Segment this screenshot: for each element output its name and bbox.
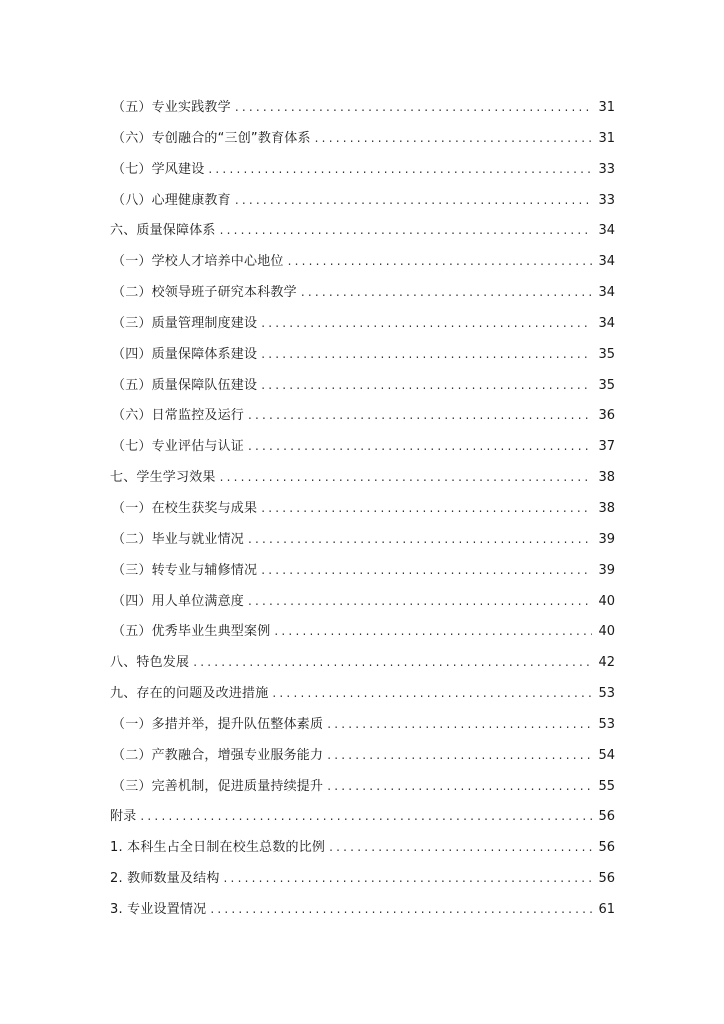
toc-entry-title: 1. 本科生占全日制在校生总数的比例	[110, 840, 326, 856]
toc-entry-page-number: 42	[598, 655, 615, 671]
toc-entry-title: 七、学生学习效果	[110, 470, 216, 486]
toc-entry[interactable]	[110, 185, 615, 216]
toc-entry-title: （三）转专业与辅修情况	[112, 562, 258, 578]
toc-entry-title: （七）专业评估与认证	[112, 439, 245, 455]
toc-entry[interactable]	[110, 462, 615, 493]
toc-leader-dots	[220, 215, 593, 246]
toc-leader-dots	[261, 493, 592, 524]
toc-entry-title: （三）质量管理制度建设	[112, 315, 258, 331]
toc-entry-title: （三）完善机制，促进质量持续提升	[112, 778, 324, 794]
toc-entry-page-number: 40	[598, 624, 615, 640]
toc-leader-dots	[193, 647, 592, 678]
toc-entry-page-number: 56	[598, 809, 615, 825]
toc-entry[interactable]	[110, 801, 615, 832]
toc-entry-page-number: 53	[598, 716, 615, 732]
toc-entry[interactable]	[110, 863, 615, 894]
toc-entry[interactable]	[110, 123, 615, 154]
toc-entry-page-number: 55	[598, 778, 615, 794]
toc-leader-dots	[301, 277, 593, 308]
toc-entry[interactable]	[110, 740, 615, 771]
toc-leader-dots	[220, 462, 593, 493]
toc-leader-dots	[248, 586, 592, 617]
toc-entry-title: 八、特色发展	[110, 655, 190, 671]
toc-entry-title: （二）产教融合，增强专业服务能力	[112, 747, 324, 763]
toc-entry-page-number: 34	[598, 285, 615, 301]
toc-entry-page-number: 33	[598, 192, 615, 208]
toc-leader-dots	[235, 185, 593, 216]
toc-leader-dots	[329, 832, 592, 863]
toc-entry[interactable]	[110, 215, 615, 246]
toc-leader-dots	[235, 92, 593, 123]
toc-leader-dots	[288, 246, 593, 277]
toc-entry[interactable]	[110, 771, 615, 802]
toc-entry-page-number: 33	[598, 161, 615, 177]
toc-entry[interactable]	[110, 647, 615, 678]
table-of-contents	[110, 92, 615, 925]
toc-entry[interactable]	[110, 92, 615, 123]
toc-entry-title: （五）专业实践教学	[112, 100, 231, 115]
toc-entry-title: （一）学校人才培养中心地位	[112, 254, 284, 270]
toc-leader-dots	[224, 863, 593, 894]
toc-entry[interactable]	[110, 709, 615, 740]
toc-entry-page-number: 38	[598, 470, 615, 486]
toc-entry-title: 3. 专业设置情况	[110, 901, 207, 917]
toc-entry-page-number: 36	[598, 408, 615, 424]
toc-entry[interactable]	[110, 339, 615, 370]
toc-entry[interactable]	[110, 370, 615, 401]
toc-leader-dots	[248, 400, 592, 431]
toc-entry-page-number: 39	[598, 531, 615, 547]
toc-entry-title: （四）用人单位满意度	[112, 593, 245, 609]
toc-entry[interactable]	[110, 493, 615, 524]
toc-entry-page-number: 56	[598, 840, 615, 856]
toc-entry[interactable]	[110, 555, 615, 586]
toc-entry-page-number: 61	[598, 901, 615, 917]
toc-entry-title: （二）校领导班子研究本科教学	[112, 285, 297, 301]
toc-entry-page-number: 35	[598, 377, 615, 393]
toc-entry-title: （一）在校生获奖与成果	[112, 500, 258, 516]
toc-leader-dots	[261, 339, 592, 370]
toc-leader-dots	[140, 801, 592, 832]
toc-leader-dots	[327, 771, 592, 802]
toc-entry[interactable]	[110, 246, 615, 277]
toc-entry-page-number: 31	[598, 130, 615, 146]
toc-leader-dots	[210, 894, 592, 925]
toc-entry-title: （一）多措并举，提升队伍整体素质	[112, 716, 324, 732]
toc-entry[interactable]	[110, 586, 615, 617]
toc-entry-title: （五）优秀毕业生典型案例	[112, 624, 271, 640]
toc-leader-dots	[261, 308, 592, 339]
toc-entry-page-number: 56	[598, 871, 615, 887]
toc-entry-page-number: 31	[598, 100, 615, 115]
toc-entry-title: 六、质量保障体系	[110, 223, 216, 239]
toc-leader-dots	[261, 555, 592, 586]
toc-entry[interactable]	[110, 277, 615, 308]
toc-entry-title: 九、存在的问题及改进措施	[110, 686, 269, 702]
toc-leader-dots	[208, 154, 592, 185]
toc-entry-page-number: 53	[598, 686, 615, 702]
toc-entry-title: （六）日常监控及运行	[112, 408, 245, 424]
toc-entry-page-number: 54	[598, 747, 615, 763]
toc-entry-page-number: 34	[598, 315, 615, 331]
toc-entry-page-number: 34	[598, 254, 615, 270]
toc-entry[interactable]	[110, 832, 615, 863]
toc-entry-page-number: 37	[598, 439, 615, 455]
toc-entry-title: （八）心理健康教育	[112, 192, 231, 208]
toc-leader-dots	[272, 678, 592, 709]
toc-entry[interactable]	[110, 400, 615, 431]
toc-entry[interactable]	[110, 678, 615, 709]
toc-entry-page-number: 35	[598, 346, 615, 362]
toc-entry-page-number: 38	[598, 500, 615, 516]
toc-leader-dots	[274, 616, 592, 647]
toc-entry[interactable]	[110, 431, 615, 462]
toc-entry[interactable]	[110, 524, 615, 555]
toc-entry-title: （五）质量保障队伍建设	[112, 377, 258, 393]
toc-leader-dots	[327, 709, 592, 740]
toc-entry-title: （二）毕业与就业情况	[112, 531, 245, 547]
toc-entry-title: （七）学风建设	[112, 161, 205, 177]
toc-entry[interactable]	[110, 308, 615, 339]
toc-entry-page-number: 40	[598, 593, 615, 609]
toc-leader-dots	[315, 123, 593, 154]
toc-entry[interactable]	[110, 616, 615, 647]
toc-entry-page-number: 39	[598, 562, 615, 578]
toc-leader-dots	[248, 524, 592, 555]
toc-entry-title: 2. 教师数量及结构	[110, 871, 220, 887]
toc-entry[interactable]	[110, 154, 615, 185]
toc-leader-dots	[327, 740, 592, 771]
toc-entry-title: （六）专创融合的“三创”教育体系	[112, 130, 311, 146]
toc-entry-title: 附录	[110, 809, 137, 825]
toc-leader-dots	[248, 431, 592, 462]
toc-entry-page-number: 34	[598, 223, 615, 239]
toc-leader-dots	[261, 370, 592, 401]
toc-entry-title: （四）质量保障体系建设	[112, 346, 258, 362]
toc-entry[interactable]	[110, 894, 615, 925]
